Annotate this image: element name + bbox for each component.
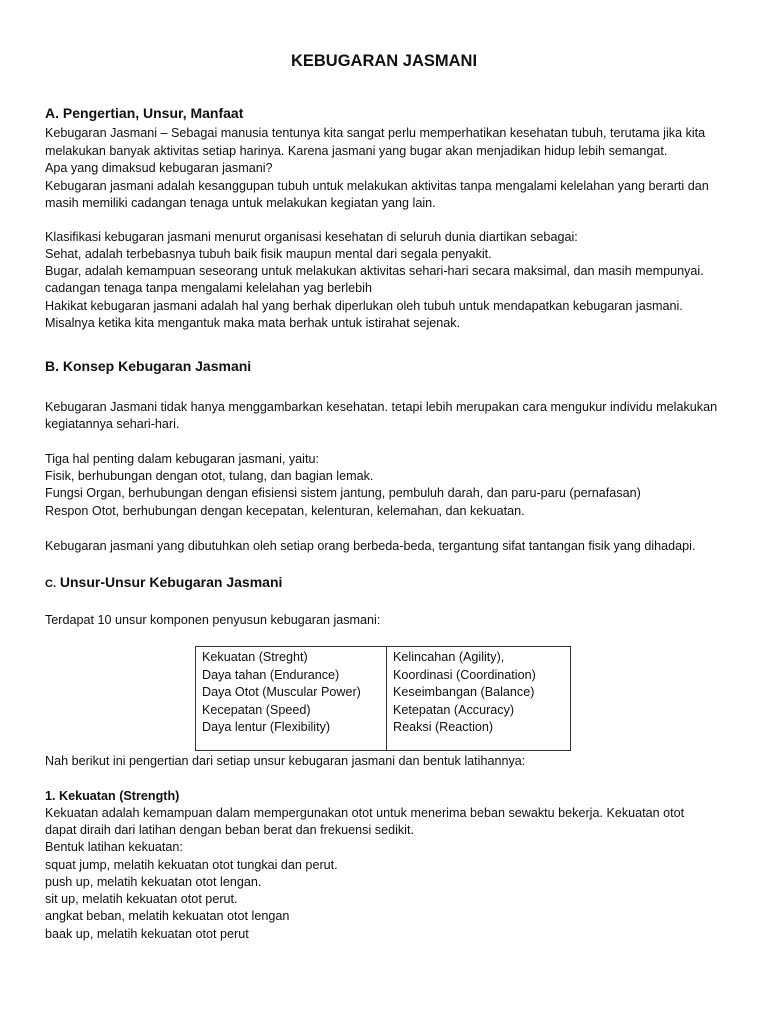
text-line: Kebugaran Jasmani tidak hanya menggambarkan kesehatan. tetapi lebih merupakan cara mengukur individu melakukan [45, 400, 718, 414]
text-line: cadangan tenaga tanpa mengalami kelelahan yag berlebih [45, 281, 372, 295]
table-item: Keseimbangan (Balance) [393, 685, 535, 699]
section-c-heading [45, 574, 282, 590]
text-line: sit up, melatih kekuatan otot perut. [45, 892, 238, 906]
table-item: Daya Otot (Muscular Power) [202, 685, 361, 699]
text-line: masih memiliki cadangan tenaga untuk melakukan kegiatan yang lain. [45, 196, 436, 210]
text-line: angkat beban, melatih kekuatan otot lengan [45, 909, 290, 923]
text-line: Kekuatan adalah kemampuan dalam mempergunakan otot untuk menerima beban sewaktu bekerja. Kekuatan otot [45, 806, 685, 820]
text-line: Nah berikut ini pengertian dari setiap unsur kebugaran jasmani dan bentuk latihannya: [45, 754, 526, 768]
section-a-heading: A. Pengertian, Unsur, Manfaat [45, 105, 244, 121]
text-line: Fisik, berhubungan dengan otot, tulang, dan bagian lemak. [45, 469, 374, 483]
table-item: Daya tahan (Endurance) [202, 667, 340, 682]
text-line: Kebugaran jasmani yang dibutuhkan oleh setiap orang berbeda-beda, tergantung sifat tantangan fisik yang dihadapi. [45, 539, 696, 553]
text-line: melakukan banyak aktivitas setiap harinya. Karena jasmani yang bugar akan menjadikan hidup lebih semangat. [45, 144, 668, 158]
section-c-title: Unsur-Unsur Kebugaran Jasmani [56, 574, 283, 590]
text-line: Respon Otot, berhubungan dengan kecepatan, kelenturan, kelemahan, dan kekuatan. [45, 504, 525, 518]
text-line: Kebugaran Jasmani – Sebagai manusia tentunya kita sangat perlu memperhatikan kesehatan tubuh, terutama jika kita [45, 126, 706, 140]
table-item: Kekuatan (Streght) [202, 650, 308, 664]
components-table [195, 646, 571, 751]
table-item: Kecepatan (Speed) [202, 702, 311, 717]
text-line: Terdapat 10 unsur komponen penyusun kebugaran jasmani: [45, 613, 381, 627]
text-line: kegiatannya sehari-hari. [45, 417, 180, 431]
table-item: Daya lentur (Flexibility) [202, 720, 331, 734]
subheading-strength: 1. Kekuatan (Strength) [45, 789, 180, 803]
text-line: squat jump, melatih kekuatan otot tungkai dan perut. [45, 858, 338, 872]
table-item: Ketepatan (Accuracy) [393, 702, 515, 717]
text-line: Hakikat kebugaran jasmani adalah hal yang berhak diperlukan oleh tubuh untuk mendapatkan kebugaran jasmani. [45, 299, 683, 313]
text-line: Sehat, adalah terbebasnya tubuh baik fisik maupun mental dari segala penyakit. [45, 247, 492, 261]
text-line: Fungsi Organ, berhubungan dengan efisiensi sistem jantung, pembuluh darah, dan paru-paru (pernafasan) [45, 486, 641, 500]
text-line: Tiga hal penting dalam kebugaran jasmani, yaitu: [45, 452, 319, 466]
text-line: Misalnya ketika kita mengantuk maka mata berhak untuk istirahat sejenak. [45, 316, 461, 330]
text-line: push up, melatih kekuatan otot lengan. [45, 875, 262, 889]
text-line: Klasifikasi kebugaran jasmani menurut organisasi kesehatan di seluruh dunia diartikan sebagai: [45, 230, 578, 244]
table-item: Koordinasi (Coordination) [393, 667, 536, 682]
table-item: Kelincahan (Agility), [393, 650, 505, 664]
document-title: KEBUGARAN JASMANI [290, 52, 478, 70]
text-line: baak up, melatih kekuatan otot perut [45, 927, 249, 941]
section-b-heading: B. Konsep Kebugaran Jasmani [45, 358, 252, 374]
table-left-column [196, 647, 387, 751]
text-line: Apa yang dimaksud kebugaran jasmani? [45, 161, 273, 175]
text-line: Kebugaran jasmani adalah kesanggupan tubuh untuk melakukan aktivitas tanpa mengalami kelelahan yang berarti dan [45, 179, 709, 193]
table-item: Reaksi (Reaction) [393, 720, 494, 734]
text-line: dapat diraih dari latihan dengan beban berat dan frekuensi sedikit. [45, 823, 414, 837]
table-right-column [387, 647, 571, 751]
text-line: Bentuk latihan kekuatan: [45, 840, 183, 854]
section-c-prefix: C. [45, 578, 56, 590]
text-line: Bugar, adalah kemampuan seseorang untuk melakukan aktivitas sehari-hari secara maksimal, dan masih mempunyai. [45, 264, 704, 278]
